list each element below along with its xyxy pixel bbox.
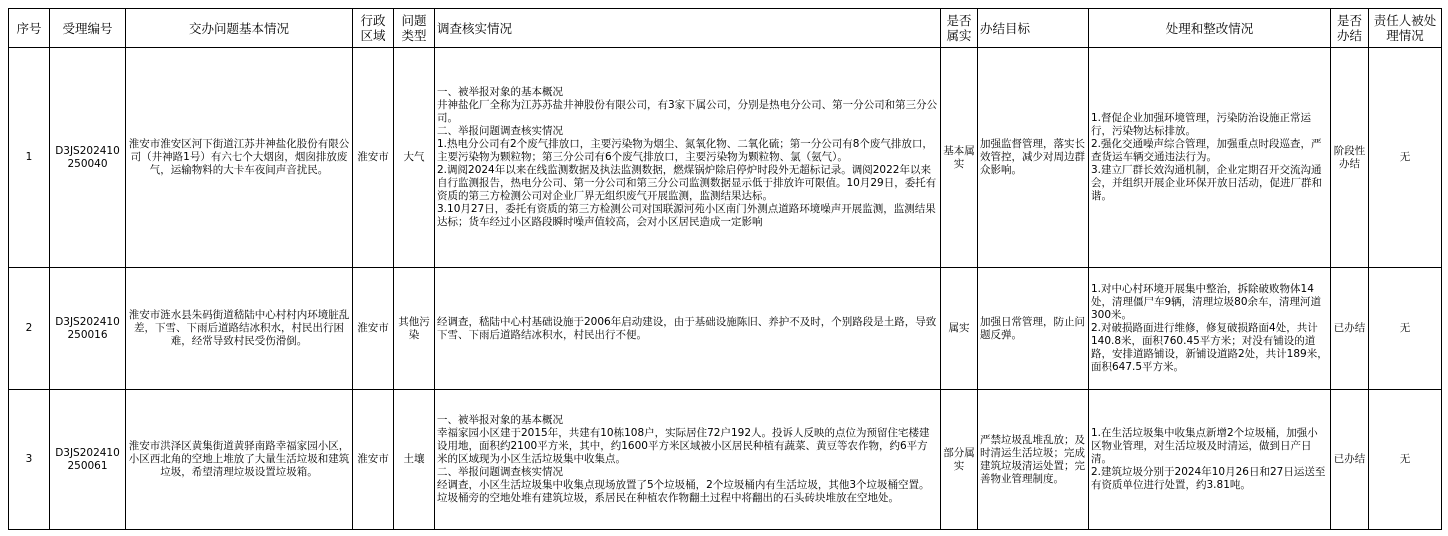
investigation — [435, 390, 941, 530]
verified-status: 基本属实 — [941, 48, 978, 268]
closure-goal: 严禁垃圾乱堆乱放；及时清运生活垃圾；完成建筑垃圾清运处置；完善物业管理制度。 — [978, 390, 1089, 530]
row-number: 2 — [9, 268, 50, 390]
issue-type: 大气 — [394, 48, 435, 268]
accountability: 无 — [1369, 268, 1442, 390]
investigation-paragraph: 2.调阅2024年以来在线监测数据及执法监测数据，燃煤锅炉除启停炉时段外无超标记录。调阅2022年以来自行监测报告，热电分公司、第一分公司和第三分公司监测数据显示低于排放许可限值。10月29日，委托有资质的第三方检测公司对企业厂界无组织废气开展监测，监测结果达标。 — [437, 164, 937, 202]
rectification — [1089, 48, 1331, 268]
closure-goal: 加强日常管理，防止问题反弹。 — [978, 268, 1089, 390]
header-cell: 办结目标 — [978, 9, 1089, 48]
verified-status: 部分属实 — [941, 390, 978, 530]
issue-type: 其他污染 — [394, 268, 435, 390]
region: 淮安市 — [353, 48, 394, 268]
closed-status: 阶段性办结 — [1331, 48, 1369, 268]
header-cell: 受理编号 — [50, 9, 126, 48]
region: 淮安市 — [353, 390, 394, 530]
closed-status: 已办结 — [1331, 268, 1369, 390]
rectification-item: 2.对破损路面进行维修，修复破损路面4处，共计140.8米，面积760.45平方米；对没有铺设的道路，安排道路铺设，新铺设道路2处，共计189米，面积647.5平方米。 — [1091, 322, 1328, 373]
rectification-item: 2.强化交通噪声综合管理，加强重点时段巡查，严查货运车辆交通违法行为。 — [1091, 138, 1322, 163]
investigation-paragraph: 二、举报问题调查核实情况 — [437, 466, 563, 478]
header-cell: 是否办结 — [1331, 9, 1369, 48]
issue-description: 淮安市涟水县朱码街道嵇陆中心村村内环境脏乱差，下雪、下雨后道路结冰积水，村民出行困难，经常导致村民受伤滑倒。 — [126, 268, 353, 390]
investigation — [435, 48, 941, 268]
investigation-paragraph: 经调查，小区生活垃圾集中收集点现场放置了5个垃圾桶，2个垃圾桶内有生活垃圾，其他3个垃圾桶空置。垃圾桶旁的空地处堆有建筑垃圾，系居民在种植农作物翻土过程中将翻出的石头砖块堆放在空地处。 — [437, 479, 930, 504]
header-cell: 处理和整改情况 — [1089, 9, 1331, 48]
issue-description: 淮安市洪泽区黄集街道黄驿南路幸福家园小区，小区西北角的空地上堆放了大量生活垃圾和建筑垃圾，希望清理垃圾设置垃圾箱。 — [126, 390, 353, 530]
closed-status: 已办结 — [1331, 390, 1369, 530]
table-row — [9, 390, 1442, 530]
issue-type: 土壤 — [394, 390, 435, 530]
investigation-paragraph: 1.热电分公司有2个废气排放口，主要污染物为烟尘、氮氧化物、二氧化硫；第一分公司有8个废气排放口，主要污染物为颗粒物；第三分公司有6个废气排放口，主要污染物为颗粒物、氯（氨气）。 — [437, 138, 933, 163]
header-cell: 调查核实情况 — [435, 9, 941, 48]
investigation — [435, 268, 941, 390]
rectification-item: 3.建立厂群长效沟通机制，企业定期召开交流沟通会，并组织开展企业环保开放日活动，促进厂群和谐。 — [1091, 164, 1322, 202]
investigation-paragraph: 3.10月27日，委托有资质的第三方检测公司对国联源河苑小区南门外测点道路环境噪声开展监测，监测结果达标；货车经过小区路段瞬时噪声值较高，会对小区居民造成一定影响 — [437, 203, 936, 228]
case-id: D3JS202410250040 — [50, 48, 126, 268]
investigation-paragraph: 二、举报问题调查核实情况 — [437, 125, 563, 137]
investigation-paragraph: 幸福家园小区建于2015年，共建有10栋108户，实际居住72户192人。投诉人反映的点位为预留住宅楼建设用地，面积约2100平方米，其中，约1600平方米区域被小区居民种植有蔬菜、黄豆等农作物，约6平方米的区域现为小区生活垃圾集中收集点。 — [437, 427, 930, 465]
verified-status: 属实 — [941, 268, 978, 390]
issue-description: 淮安市淮安区河下街道江苏井神盐化股份有限公司（井神路1号）有六七个大烟囱，烟囱排放废气，运输物料的大卡车夜间声音扰民。 — [126, 48, 353, 268]
rectification-item: 2.建筑垃圾分别于2024年10月26日和27日运送至有资质单位进行处置，约3.81吨。 — [1091, 466, 1326, 491]
table-row — [9, 48, 1442, 268]
closure-goal: 加强监督管理，落实长效管控，减少对周边群众影响。 — [978, 48, 1089, 268]
row-number: 1 — [9, 48, 50, 268]
rectification — [1089, 268, 1331, 390]
header-cell: 问题类型 — [394, 9, 435, 48]
header-cell: 行政区域 — [353, 9, 394, 48]
rectification-item: 1.对中心村环境开展集中整治，拆除破败物体14处，清理僵尸车9辆，清理垃圾80余车，清理河道300米。 — [1091, 283, 1322, 321]
case-id: D3JS202410250016 — [50, 268, 126, 390]
investigation-paragraph: 井神盐化厂全称为江苏苏盐井神股份有限公司，有3家下属公司，分别是热电分公司、第一分公司和第三分公司。 — [437, 99, 938, 124]
header-cell: 序号 — [9, 9, 50, 48]
row-number: 3 — [9, 390, 50, 530]
rectification — [1089, 390, 1331, 530]
rectification-item: 1.在生活垃圾集中收集点新增2个垃圾桶，加强小区物业管理，对生活垃圾及时清运，做到日产日清。 — [1091, 427, 1318, 465]
header-cell: 是否属实 — [941, 9, 978, 48]
table-row — [9, 268, 1442, 390]
investigation-paragraph: 一、被举报对象的基本概况 — [437, 414, 563, 426]
accountability: 无 — [1369, 390, 1442, 530]
accountability: 无 — [1369, 48, 1442, 268]
header-cell: 交办问题基本情况 — [126, 9, 353, 48]
case-id: D3JS202410250061 — [50, 390, 126, 530]
header-row — [9, 9, 1442, 48]
case-table — [8, 8, 1442, 530]
investigation-paragraph: 一、被举报对象的基本概况 — [437, 86, 563, 98]
header-cell: 责任人被处理情况 — [1369, 9, 1442, 48]
rectification-item: 1.督促企业加强环境管理，污染防治设施正常运行，污染物达标排放。 — [1091, 112, 1312, 137]
region: 淮安市 — [353, 268, 394, 390]
investigation-paragraph: 经调查，嵇陆中心村基础设施于2006年启动建设，由于基础设施陈旧、养护不及时，个别路段是土路，导致下雪、下雨后道路结冰积水，村民出行不便。 — [437, 315, 937, 341]
